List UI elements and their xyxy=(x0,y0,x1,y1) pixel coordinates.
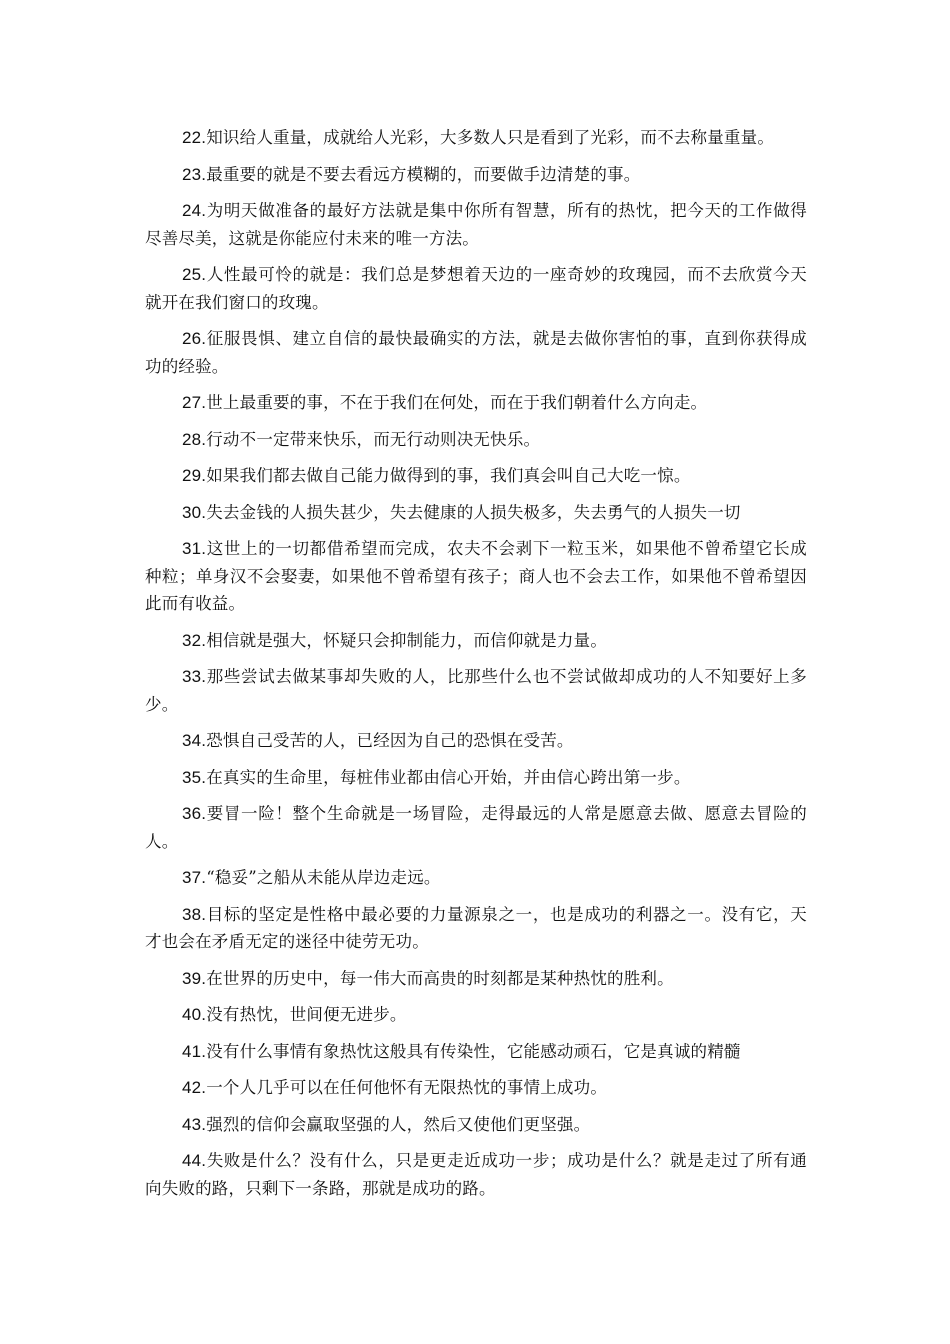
quote-text: 这世上的一切都借希望而完成，农夫不会剥下一粒玉米，如果他不曾希望它长成种粒；单身汉不会娶妻，如果他不曾希望有孩子；商人也不会去工作，如果他不曾希望因此而有收益。 xyxy=(145,539,807,613)
quote-number: 29. xyxy=(182,466,207,485)
quote-text: 人性最可怜的就是：我们总是梦想着天边的一座奇妙的玫瑰园，而不去欣赏今天就开在我们窗口的玫瑰。 xyxy=(145,265,807,312)
quote-item xyxy=(145,261,807,316)
quote-number: 24. xyxy=(182,201,207,220)
quote-item xyxy=(145,124,807,152)
quote-item xyxy=(145,727,807,755)
quote-number: 43. xyxy=(182,1114,207,1134)
quote-number: 31. xyxy=(182,539,207,558)
quote-number: 39. xyxy=(182,968,207,988)
quote-item xyxy=(145,627,807,655)
quote-text: 恐惧自己受苦的人，已经因为自己的恐惧在受苦。 xyxy=(206,731,574,750)
quote-item xyxy=(145,161,807,189)
quote-item xyxy=(145,800,807,855)
quote-number: 33. xyxy=(182,667,207,686)
quote-item xyxy=(145,535,807,618)
quote-text: 那些尝试去做某事却失败的人，比那些什么也不尝试做却成功的人不知要好上多少。 xyxy=(145,667,807,714)
quote-number: 40. xyxy=(182,1005,207,1024)
quote-number: 26. xyxy=(182,329,207,348)
quote-list xyxy=(145,124,807,1211)
quote-item xyxy=(145,1111,807,1139)
quote-item xyxy=(145,764,807,792)
quote-item xyxy=(145,325,807,380)
quote-text: 一个人几乎可以在任何他怀有无限热忱的事情上成功。 xyxy=(206,1078,608,1097)
quote-number: 38. xyxy=(182,904,207,924)
quote-text: 知识给人重量，成就给人光彩，大多数人只是看到了光彩，而不去称量重量。 xyxy=(206,128,775,147)
quote-text: 最重要的就是不要去看远方模糊的，而要做手边清楚的事。 xyxy=(206,164,641,184)
quote-number: 32. xyxy=(182,630,207,650)
quote-text: 征服畏惧、建立自信的最快最确实的方法，就是去做你害怕的事，直到你获得成功的经验。 xyxy=(145,329,807,376)
quote-text: 要冒一险！整个生命就是一场冒险，走得最远的人常是愿意去做、愿意去冒险的人。 xyxy=(145,804,807,851)
quote-text: 没有热忱，世间便无进步。 xyxy=(206,1005,407,1024)
quote-number: 41. xyxy=(182,1041,207,1061)
quote-text: 在真实的生命里，每桩伟业都由信心开始，并由信心跨出第一步。 xyxy=(206,767,691,787)
quote-number: 34. xyxy=(182,731,207,750)
quote-number: 28. xyxy=(182,429,207,449)
quote-text: 为明天做准备的最好方法就是集中你所有智慧，所有的热忱，把今天的工作做得尽善尽美，这就是你能应付未来的唯一方法。 xyxy=(145,201,807,248)
quote-number: 25. xyxy=(182,265,207,284)
quote-item xyxy=(145,1001,807,1029)
quote-item xyxy=(145,389,807,417)
quote-number: 44. xyxy=(182,1151,207,1170)
quote-text: 目标的坚定是性格中最必要的力量源泉之一，也是成功的利器之一。没有它，天才也会在矛盾无定的迷径中徒劳无功。 xyxy=(145,904,807,951)
quote-number: 42. xyxy=(182,1078,207,1097)
quote-text: 强烈的信仰会赢取坚强的人，然后又使他们更坚强。 xyxy=(206,1114,591,1134)
quote-item xyxy=(145,1147,807,1202)
quote-text: 在世界的历史中，每一伟大而高贵的时刻都是某种热忱的胜利。 xyxy=(206,968,674,988)
quote-item xyxy=(145,426,807,454)
quote-number: 35. xyxy=(182,767,207,787)
quote-text: 如果我们都去做自己能力做得到的事，我们真会叫自己大吃一惊。 xyxy=(206,466,691,485)
quote-number: 37. xyxy=(182,868,207,887)
quote-item xyxy=(145,197,807,252)
quote-item xyxy=(145,864,807,892)
quote-number: 30. xyxy=(182,502,207,522)
quote-text: 世上最重要的事，不在于我们在何处，而在于我们朝着什么方向走。 xyxy=(206,393,708,412)
quote-number: 36. xyxy=(182,804,207,823)
quote-item xyxy=(145,901,807,956)
quote-item xyxy=(145,965,807,993)
quote-text: 相信就是强大，怀疑只会抑制能力，而信仰就是力量。 xyxy=(206,630,608,650)
quote-item xyxy=(145,499,807,527)
quote-number: 23. xyxy=(182,164,207,184)
quote-item xyxy=(145,1038,807,1066)
quote-text: 没有什么事情有象热忱这般具有传染性，它能感动顽石，它是真诚的精髓 xyxy=(206,1041,741,1061)
quote-text: 失去金钱的人损失甚少，失去健康的人损失极多，失去勇气的人损失一切 xyxy=(206,502,741,522)
quote-item xyxy=(145,663,807,718)
quote-item xyxy=(145,1074,807,1102)
quote-text: 失败是什么？没有什么，只是更走近成功一步；成功是什么？就是走过了所有通向失败的路，只剩下一条路，那就是成功的路。 xyxy=(145,1151,807,1198)
quote-text: “稳妥”之船从未能从岸边走远。 xyxy=(206,868,441,887)
quote-item xyxy=(145,462,807,490)
quote-number: 22. xyxy=(182,128,207,147)
quote-number: 27. xyxy=(182,393,207,412)
quote-text: 行动不一定带来快乐，而无行动则决无快乐。 xyxy=(206,429,541,449)
